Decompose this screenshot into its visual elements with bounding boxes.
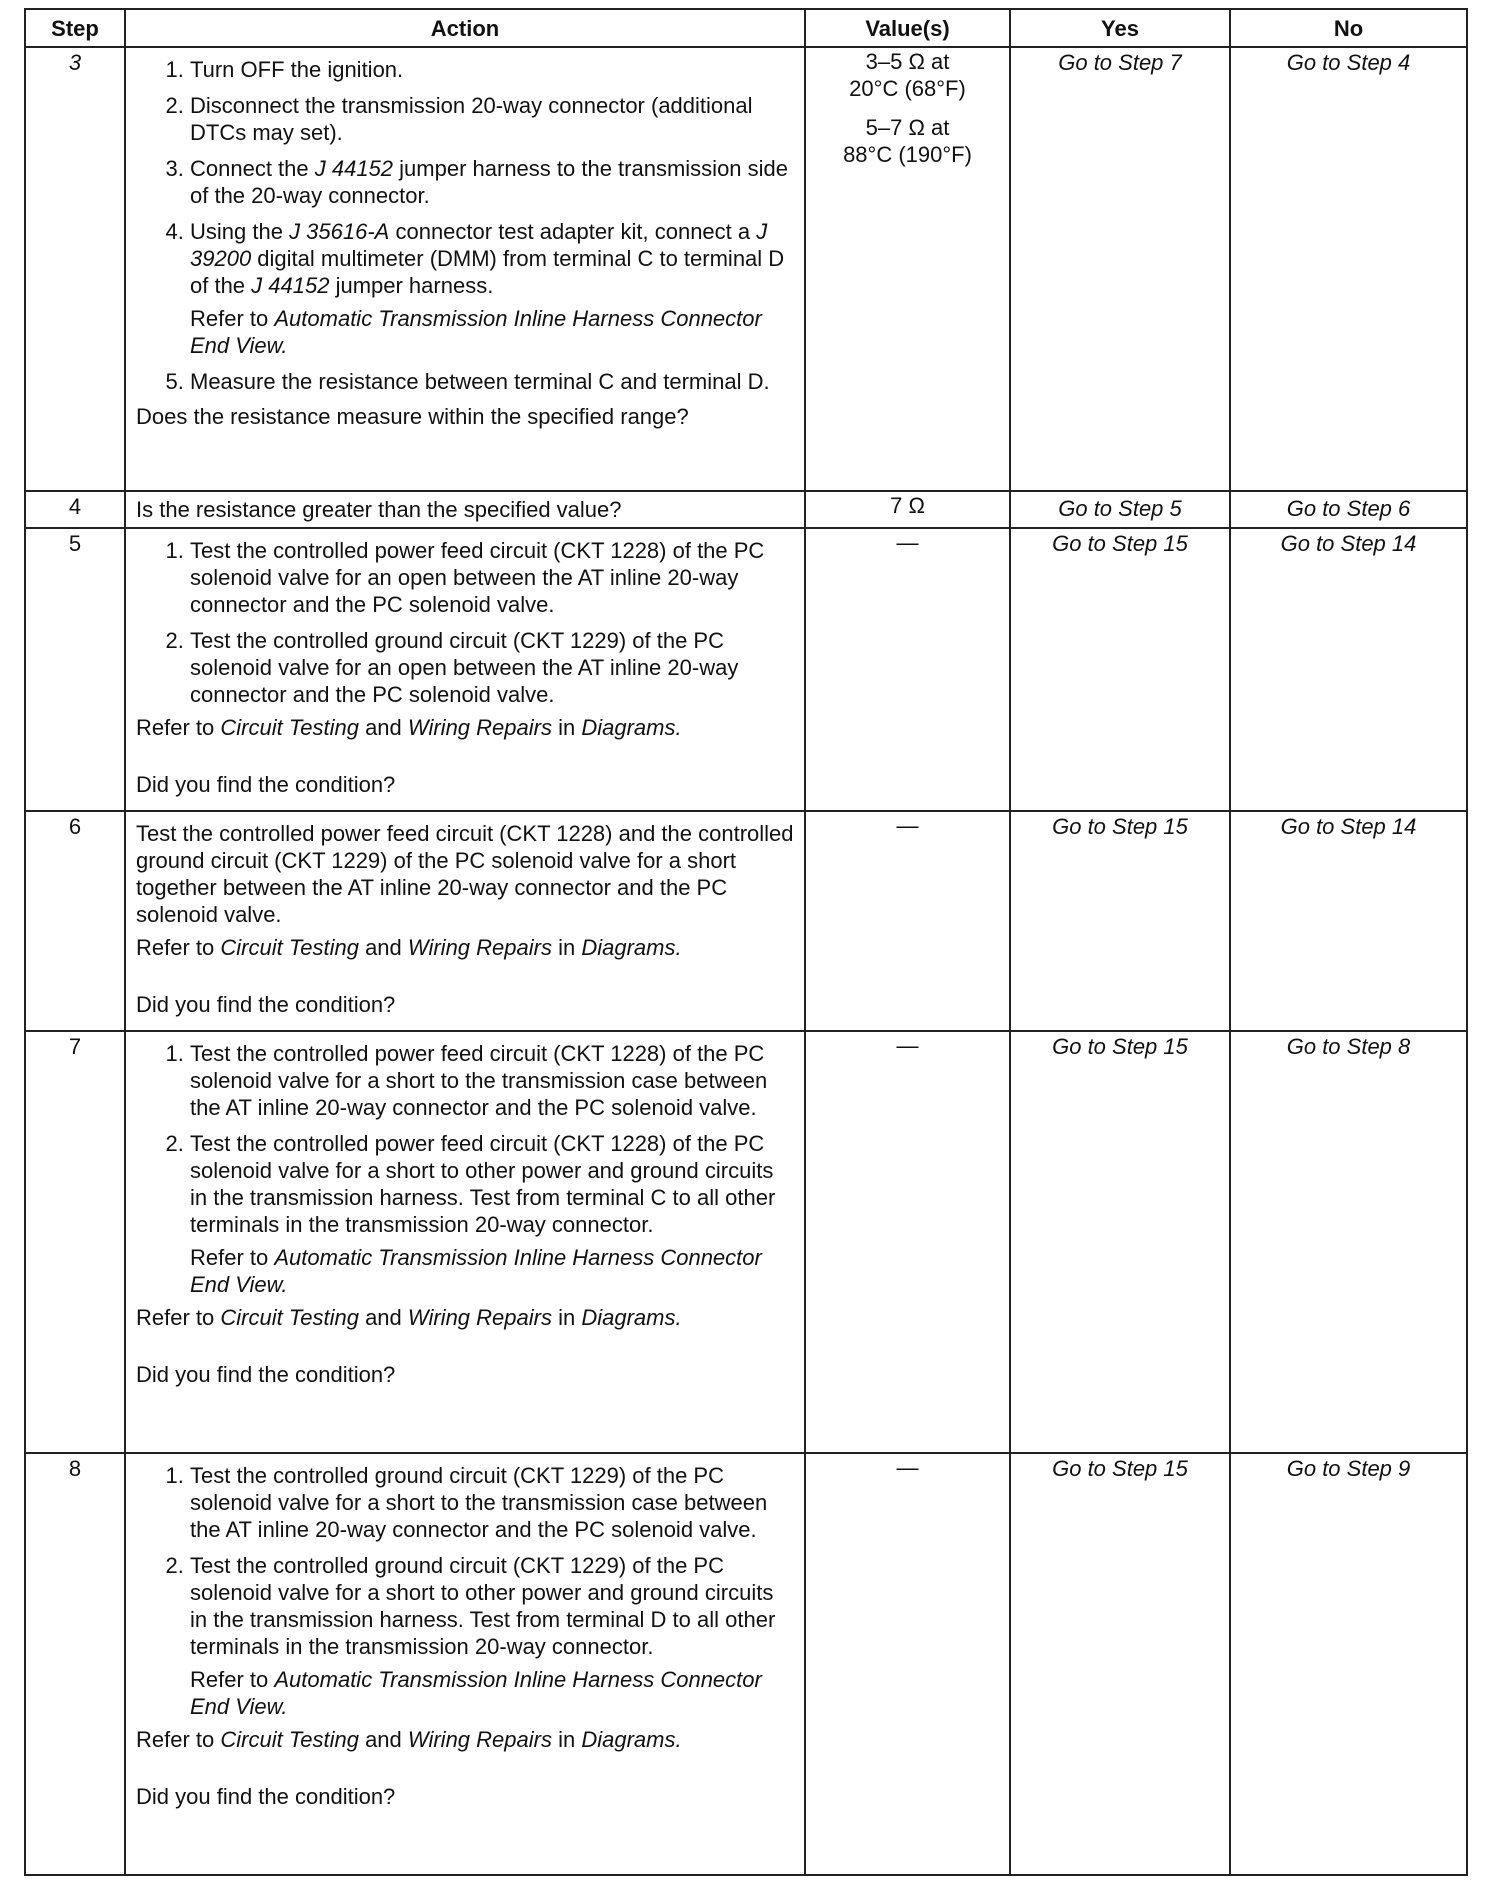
list-item: 1. Test the controlled power feed circuit (CKT 1228) of the PC solenoid valve for a short to the transmission case between the AT inline 20-way connector and the PC solenoid valve. [190,1040,794,1121]
value-cell: — [805,1453,1010,1875]
yes-cell: Go to Step 15 [1010,1031,1230,1453]
header-action: Action [125,9,805,47]
table-row [25,491,1467,528]
question-text: Did you find the condition? [136,772,396,797]
refer-note: Refer to Circuit Testing and Wiring Repairs in Diagrams. [136,1727,682,1752]
header-row [25,9,1467,47]
action-list [136,1040,794,1298]
value-cell: 3–5 Ω at 20°C (68°F) 5–7 Ω at 88°C (190°F) [805,47,1010,491]
list-item: 1. Test the controlled power feed circuit (CKT 1228) of the PC solenoid valve for an open between the AT inline 20-way connector and the PC solenoid valve. [190,537,794,618]
action-list [136,537,794,708]
table-row [25,1453,1467,1875]
refer-note: Refer to Circuit Testing and Wiring Repairs in Diagrams. [136,935,682,960]
no-cell: Go to Step 6 [1230,491,1467,528]
yes-cell: Go to Step 5 [1010,491,1230,528]
action-cell [125,1453,805,1875]
question-text: Did you find the condition? [136,1362,396,1387]
refer-note: Refer to Circuit Testing and Wiring Repairs in Diagrams. [136,715,682,740]
list-item: 2. Test the controlled ground circuit (CKT 1229) of the PC solenoid valve for a short to other power and ground circuits in the transmission harness. Test from terminal D to all other terminals in the transmission 20-way connector. Refer to Automatic Transmission Inline Harness Connector End View. [190,1552,794,1720]
refer-note: Refer to Circuit Testing and Wiring Repairs in Diagrams. [136,1305,682,1330]
no-cell: Go to Step 14 [1230,811,1467,1031]
action-cell [125,811,805,1031]
list-item: 1. Test the controlled ground circuit (CKT 1229) of the PC solenoid valve for a short to the transmission case between the AT inline 20-way connector and the PC solenoid valve. [190,1462,794,1543]
header-yes: Yes [1010,9,1230,47]
table-row [25,811,1467,1031]
header-no: No [1230,9,1467,47]
question-text: Is the resistance greater than the specified value? [125,491,805,528]
step-number: 3 [25,47,125,491]
refer-note: Refer to Automatic Transmission Inline Harness Connector End View. [190,306,762,358]
diagnostic-table [24,8,1468,1876]
table-row [25,1031,1467,1453]
value-cell: — [805,528,1010,811]
yes-cell: Go to Step 15 [1010,528,1230,811]
question-text: Did you find the condition? [136,992,396,1017]
action-list [136,1462,794,1720]
value-cell: 7 Ω [805,491,1010,528]
diagnostic-page [24,8,1468,1876]
list-item: 3. Connect the J 44152 jumper harness to the transmission side of the 20-way connector. [190,155,794,209]
header-values: Value(s) [805,9,1010,47]
yes-cell: Go to Step 15 [1010,1453,1230,1875]
action-cell [125,528,805,811]
step-number: 8 [25,1453,125,1875]
value-cell: — [805,811,1010,1031]
list-item: 2. Disconnect the transmission 20-way connector (additional DTCs may set). [190,92,794,146]
no-cell: Go to Step 8 [1230,1031,1467,1453]
header-step: Step [25,9,125,47]
list-item: 5. Measure the resistance between terminal C and terminal D. [190,368,794,395]
refer-note: Refer to Automatic Transmission Inline Harness Connector End View. [190,1245,762,1297]
step-number: 7 [25,1031,125,1453]
list-item: 2. Test the controlled power feed circuit (CKT 1228) of the PC solenoid valve for a short to other power and ground circuits in the transmission harness. Test from terminal C to all other terminals in the transmission 20-way connector. Refer to Automatic Transmission Inline Harness Connector End View. [190,1130,794,1298]
question-text: Did you find the condition? [136,1784,396,1809]
table-row [25,528,1467,811]
list-item: 1. Turn OFF the ignition. [190,56,794,83]
list-item: 2. Test the controlled ground circuit (CKT 1229) of the PC solenoid valve for an open between the AT inline 20-way connector and the PC solenoid valve. [190,627,794,708]
action-paragraph: Test the controlled power feed circuit (CKT 1228) and the controlled ground circuit (CKT 1229) of the PC solenoid valve for a short together between the AT inline 20-way connector and the PC solenoid valve. [136,821,794,927]
yes-cell: Go to Step 15 [1010,811,1230,1031]
step-number: 4 [25,491,125,528]
no-cell: Go to Step 9 [1230,1453,1467,1875]
no-cell: Go to Step 4 [1230,47,1467,491]
step-number: 5 [25,528,125,811]
value-cell: — [805,1031,1010,1453]
no-cell: Go to Step 14 [1230,528,1467,811]
question-text: Does the resistance measure within the specified range? [136,404,689,429]
step-number: 6 [25,811,125,1031]
action-cell [125,1031,805,1453]
yes-cell: Go to Step 7 [1010,47,1230,491]
action-cell [125,47,805,491]
list-item: 4. Using the J 35616-A connector test adapter kit, connect a J 39200 digital multimeter (DMM) from terminal C to terminal D of the J 44152 jumper harness. Refer to Automatic Transmission Inline Harness Connector End View. [190,218,794,359]
table-row [25,47,1467,491]
action-list [136,56,794,395]
refer-note: Refer to Automatic Transmission Inline Harness Connector End View. [190,1667,762,1719]
